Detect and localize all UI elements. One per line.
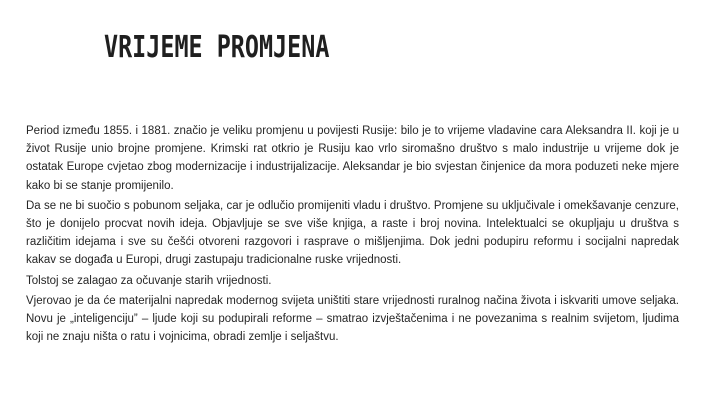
paragraph-1: Period između 1855. i 1881. značio je veliku promjenu u povijesti Rusije: bilo je to vrijeme vladavine cara Aleksandra II. koji je u život Rusije unio brojne promjene. Krimski rat otkrio je Rusiju kao vrlo siromašno društvo s malo industrije u vrijeme dok je ostatak Europe cvjetao zbog modernizacije i industrijalizacije. Aleksandar je bio svjestan činjenice da mora poduzeti neke mjere kako bi se stanje promijenilo. [26,125,679,192]
paragraph-3: Tolstoj se zalagao za očuvanje starih vrijednosti. [26,274,272,287]
paragraph-4: Vjerovao je da će materijalni napredak modernog svijeta uništiti stare vrijednosti ruralnog načina života i iskvariti umove seljaka. Novu je „inteligenciju” – ljude koji su podupirali reforme – smatrao izvještačenima i ne povezanima s realnim svijetom, ljudima koji ne znaju ništa o ratu i vojnicima, obradi zemlje i seljaštvu. [26,294,679,344]
slide-title: VRIJEME PROMJENA [104,30,330,65]
slide-body [26,122,679,348]
paragraph-2: Da se ne bi suočio s pobunom seljaka, car je odlučio promijeniti vladu i društvo. Promjene su uključivale i omekšavanje cenzure, što je donijelo procvat novih ideja. Objavljuje se sve više knjiga, a raste i broj novina. Intelektualci se okupljaju u društva s različitim idejama i sve su češći otvoreni razgovori i rasprave o mišljenjima. Dok jedni podupiru reformu i socijalni napredak kakav se događa u Europi, drugi zastupaju tradicionalne ruske vrijednosti. [26,199,679,267]
